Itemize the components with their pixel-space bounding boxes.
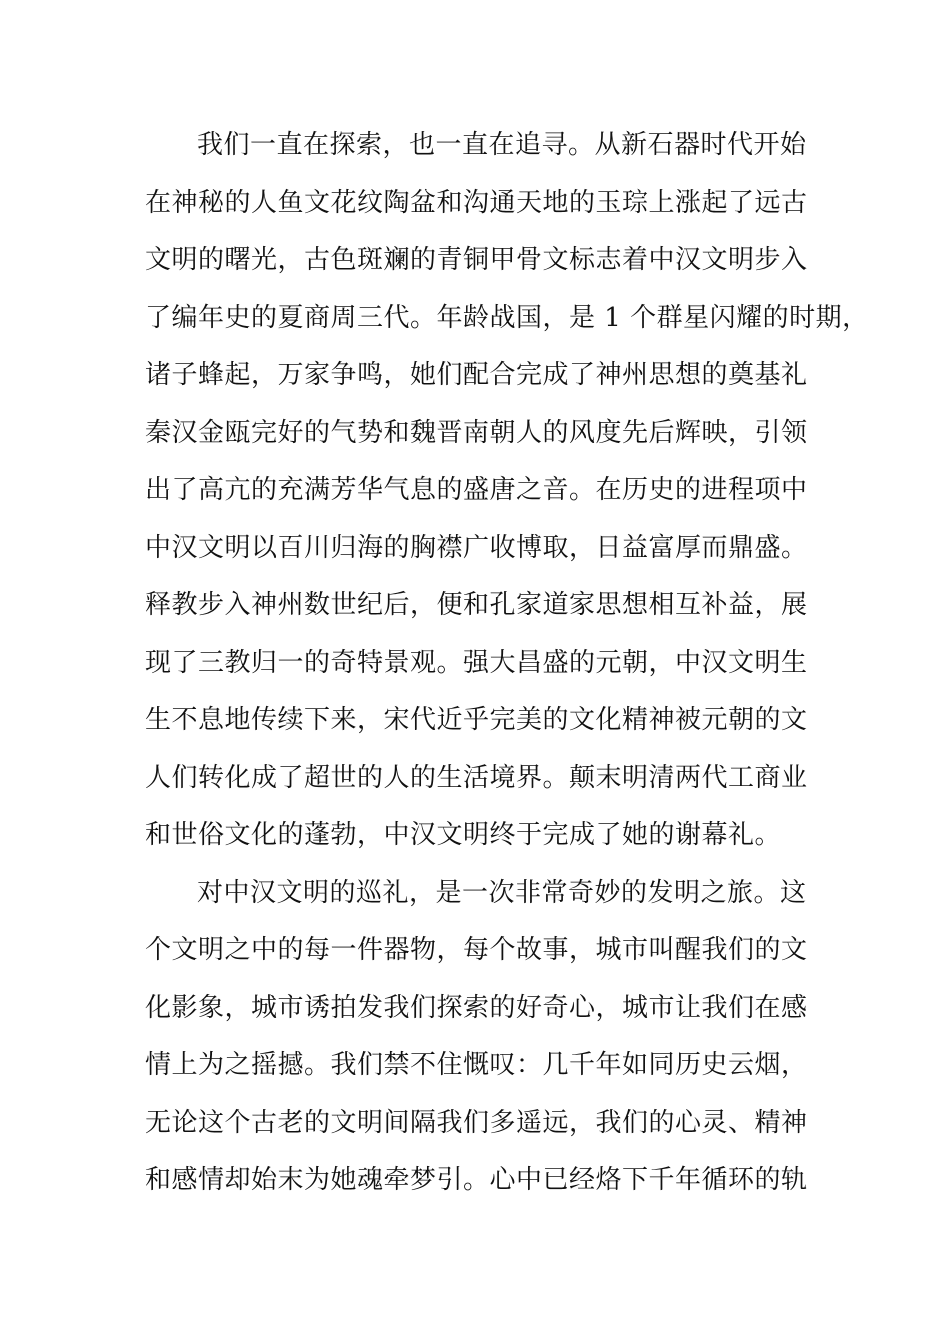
- paragraph-line: 在神秘的人鱼文花纹陶盆和沟通天地的玉琮上涨起了远古: [145, 187, 808, 218]
- paragraph-line: 和世俗文化的蓬勃，中汉文明终于完成了她的谢幕礼。: [145, 820, 782, 850]
- paragraph-line: 我们一直在探索，也一直在追寻。从新石器时代开始: [197, 130, 807, 160]
- paragraph-line: 对中汉文明的巡礼，是一次非常奇妙的发明之旅。这: [197, 877, 807, 908]
- document-body: [145, 117, 869, 1210]
- paragraph-line: 秦汉金瓯完好的气势和魏晋南朝人的风度先后辉映，引领: [145, 417, 808, 448]
- paragraph-line: 文明的曙光，古色斑斓的青铜甲骨文标志着中汉文明步入: [145, 245, 808, 275]
- paragraph-line: 情上为之摇撼。我们禁不住慨叹：几千年如同历史云烟，: [145, 1050, 808, 1080]
- paragraph-line: 释教步入神州数世纪后，便和孔家道家思想相互补益，展: [145, 590, 808, 620]
- paragraph-line: 了编年史的夏商周三代。年龄战国，是 1 个群星闪耀的时期，: [145, 302, 869, 333]
- paragraph-line: 和感情却始末为她魂牵梦引。心中已经烙下千年循环的轨: [145, 1165, 808, 1195]
- paragraph-line: 诸子蜂起，万家争鸣，她们配合完成了神州思想的奠基礼: [145, 360, 808, 390]
- paragraph-line: 人们转化成了超世的人的生活境界。颠末明清两代工商业: [145, 762, 808, 793]
- paragraph-1: [145, 117, 869, 865]
- paragraph-line: 无论这个古老的文明间隔我们多遥远，我们的心灵、精神: [145, 1107, 808, 1138]
- paragraph-line: 中汉文明以百川归海的胸襟广收博取，日益富厚而鼎盛。: [145, 532, 808, 563]
- paragraph-2: [145, 865, 825, 1210]
- paragraph-line: 现了三教归一的奇特景观。强大昌盛的元朝，中汉文明生: [145, 647, 808, 678]
- paragraph-line: 个文明之中的每一件器物，每个故事，城市叫醒我们的文: [145, 935, 808, 965]
- paragraph-line: 出了高亢的充满芳华气息的盛唐之音。在历史的进程项中: [145, 475, 808, 505]
- paragraph-line: 生不息地传续下来，宋代近乎完美的文化精神被元朝的文: [145, 705, 808, 735]
- paragraph-line: 化影象，城市诱拍发我们探索的好奇心，城市让我们在感: [145, 992, 808, 1023]
